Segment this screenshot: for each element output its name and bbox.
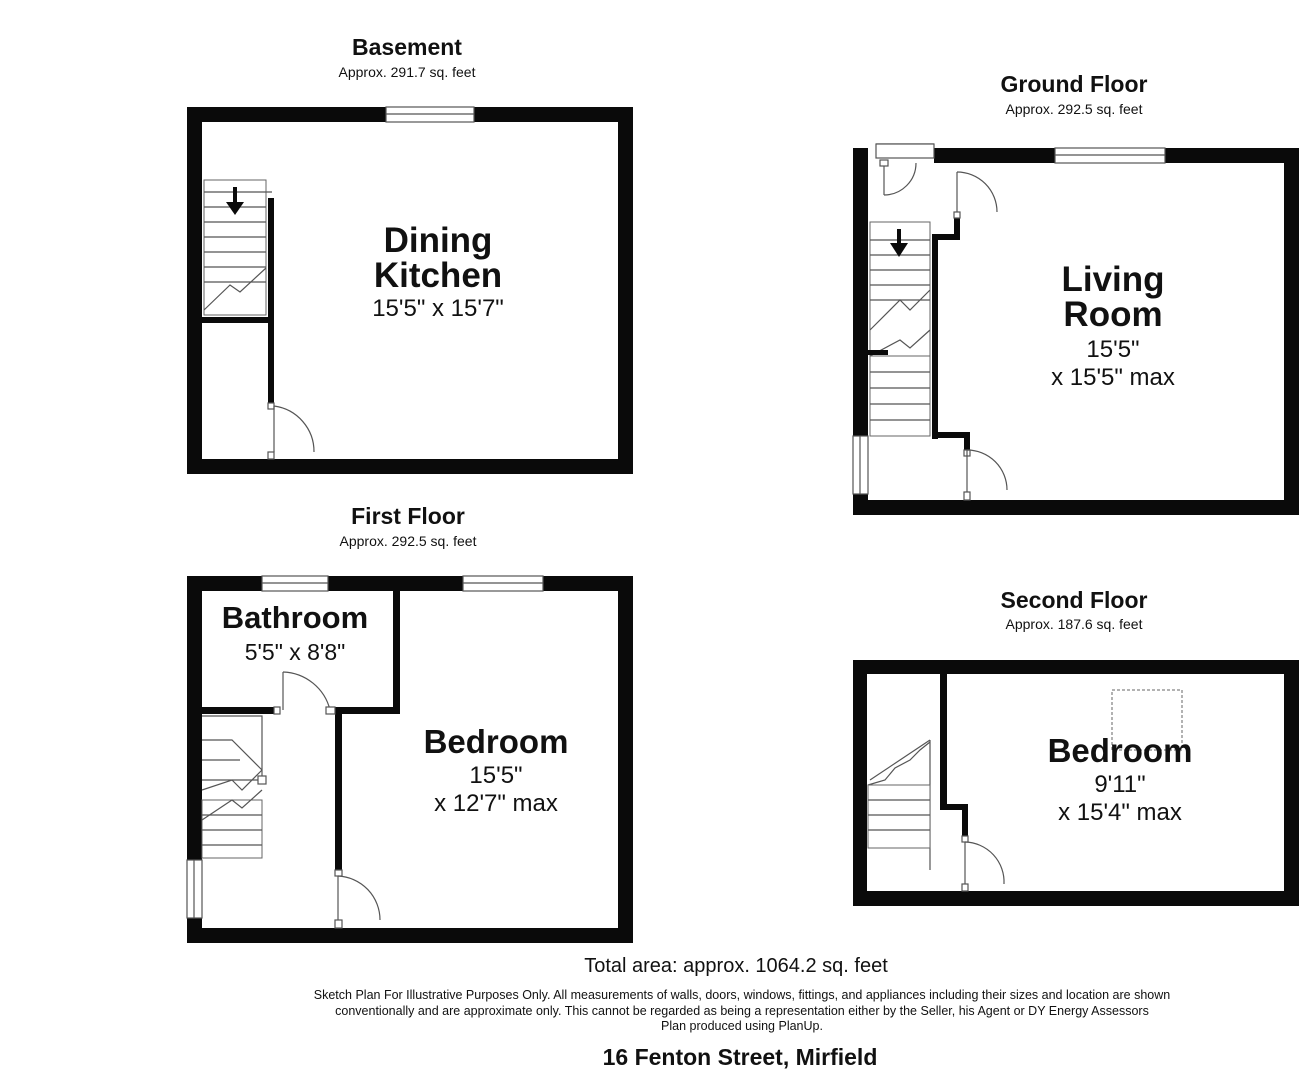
room-dim-line: x 15'4" max <box>1058 798 1182 826</box>
door <box>962 836 1004 891</box>
door <box>274 672 335 714</box>
disclaimer-line: Plan produced using PlanUp. <box>661 1019 823 1034</box>
room-name-bathroom: Bathroom <box>221 600 369 635</box>
room-name-line: Living <box>1061 260 1165 299</box>
floor-title-second: Second Floor <box>1000 587 1148 613</box>
room-dim-line: x 15'5" max <box>1051 363 1175 391</box>
room-dims-living-room <box>1013 336 1213 391</box>
room-dim-line: x 12'7" max <box>434 789 558 817</box>
door <box>954 172 997 218</box>
door <box>335 870 380 928</box>
disclaimer-line: conventionally and are approximate only. This cannot be regarded as being a representation either by the Seller, his Agent or DY Energy Assessors <box>335 1003 1149 1018</box>
total-area: Total area: approx. 1064.2 sq. feet <box>584 955 888 977</box>
staircase <box>868 740 930 870</box>
room-dims-dining-kitchen: 15'5" x 15'7" <box>372 295 504 322</box>
floor-area-first: Approx. 292.5 sq. feet <box>339 533 477 549</box>
room-dim-line: 9'11" <box>1094 771 1146 798</box>
floor-title-basement: Basement <box>352 34 462 60</box>
property-address: 16 Fenton Street, Mirfield <box>602 1044 878 1070</box>
floor-area-basement: Approx. 291.7 sq. feet <box>338 64 476 80</box>
room-dim-line: 15'5" <box>1086 336 1140 363</box>
disclaimer-line: Sketch Plan For Illustrative Purposes Only. All measurements of walls, doors, windows, fittings, and appliances including their sizes and location are shown <box>313 988 1171 1002</box>
floor-area-ground: Approx. 292.5 sq. feet <box>1005 101 1143 117</box>
room-name-line: Kitchen <box>373 256 503 295</box>
disclaimer <box>152 988 1304 1035</box>
room-name-living-room <box>1013 262 1213 332</box>
room-dims-bedroom-second <box>1020 771 1220 826</box>
door <box>964 450 1007 500</box>
door <box>268 403 314 459</box>
staircase <box>202 716 266 858</box>
room-name-line: Room <box>1063 295 1163 334</box>
room-name-line: Dining <box>383 221 493 260</box>
room-dims-bedroom-first <box>396 762 596 817</box>
floor-title-ground: Ground Floor <box>1000 71 1148 97</box>
floor-area-second: Approx. 187.6 sq. feet <box>1005 616 1143 632</box>
room-name-bedroom-first: Bedroom <box>423 723 569 760</box>
room-name-bedroom-second: Bedroom <box>1047 732 1193 769</box>
floor-title-first: First Floor <box>351 503 465 529</box>
room-name-dining-kitchen <box>338 223 538 293</box>
room-dims-bathroom: 5'5" x 8'8" <box>244 639 346 665</box>
room-dim-line: 15'5" <box>469 762 523 789</box>
door <box>880 160 916 195</box>
staircase <box>204 180 272 315</box>
